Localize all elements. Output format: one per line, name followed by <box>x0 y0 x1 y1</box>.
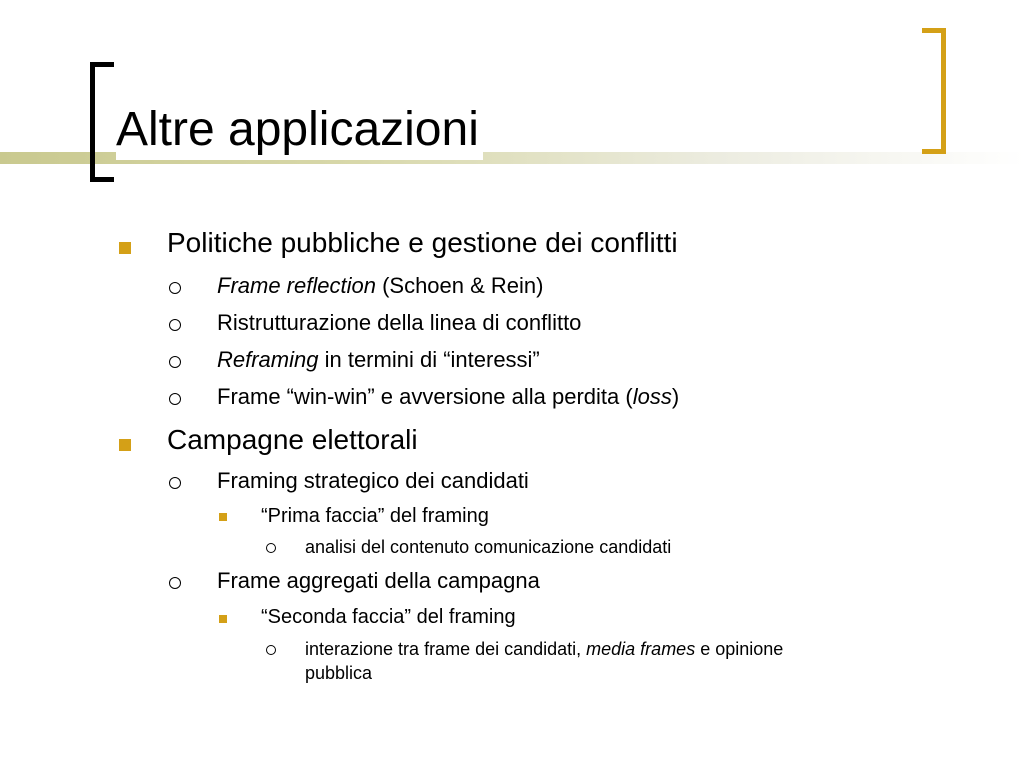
bullet-reframing: Reframing in termini di “interessi” <box>217 347 540 372</box>
bullet-politiche: Politiche pubbliche e gestione dei conflitti <box>167 227 678 258</box>
bullet-campagne: Campagne elettorali <box>167 424 418 455</box>
bullet-interazione: interazione tra frame dei candidati, media frames e opinione <box>305 639 784 659</box>
slide-title: Altre applicazioni <box>116 100 483 160</box>
circle-bullet-icon <box>169 282 181 294</box>
circle-bullet-icon <box>169 477 181 489</box>
right-bracket-decoration <box>922 28 946 154</box>
square-bullet-icon <box>219 513 227 521</box>
circle-bullet-icon <box>266 543 276 553</box>
square-bullet-icon <box>119 242 131 254</box>
circle-bullet-icon <box>169 319 181 331</box>
bullet-win-win: Frame “win-win” e avversione alla perdita (loss) <box>217 384 680 409</box>
bullet-analisi-contenuto: analisi del contenuto comunicazione candidati <box>305 537 672 557</box>
bullet-ristrutturazione: Ristrutturazione della linea di conflitto <box>217 310 582 335</box>
circle-bullet-icon <box>169 393 181 405</box>
bullet-interazione-line2: pubblica <box>305 663 373 683</box>
circle-bullet-icon <box>169 356 181 368</box>
circle-bullet-icon <box>169 577 181 589</box>
bullet-seconda-faccia: “Seconda faccia” del framing <box>261 606 516 628</box>
bullet-prima-faccia: “Prima faccia” del framing <box>261 505 489 527</box>
square-bullet-icon <box>119 439 131 451</box>
bullet-frame-aggregati: Frame aggregati della campagna <box>217 568 540 593</box>
square-bullet-icon <box>219 615 227 623</box>
left-bracket-decoration <box>90 62 114 182</box>
circle-bullet-icon <box>266 645 276 655</box>
bullet-frame-reflection: Frame reflection (Schoen & Rein) <box>217 273 544 298</box>
bullet-framing-strategico: Framing strategico dei candidati <box>217 468 529 493</box>
